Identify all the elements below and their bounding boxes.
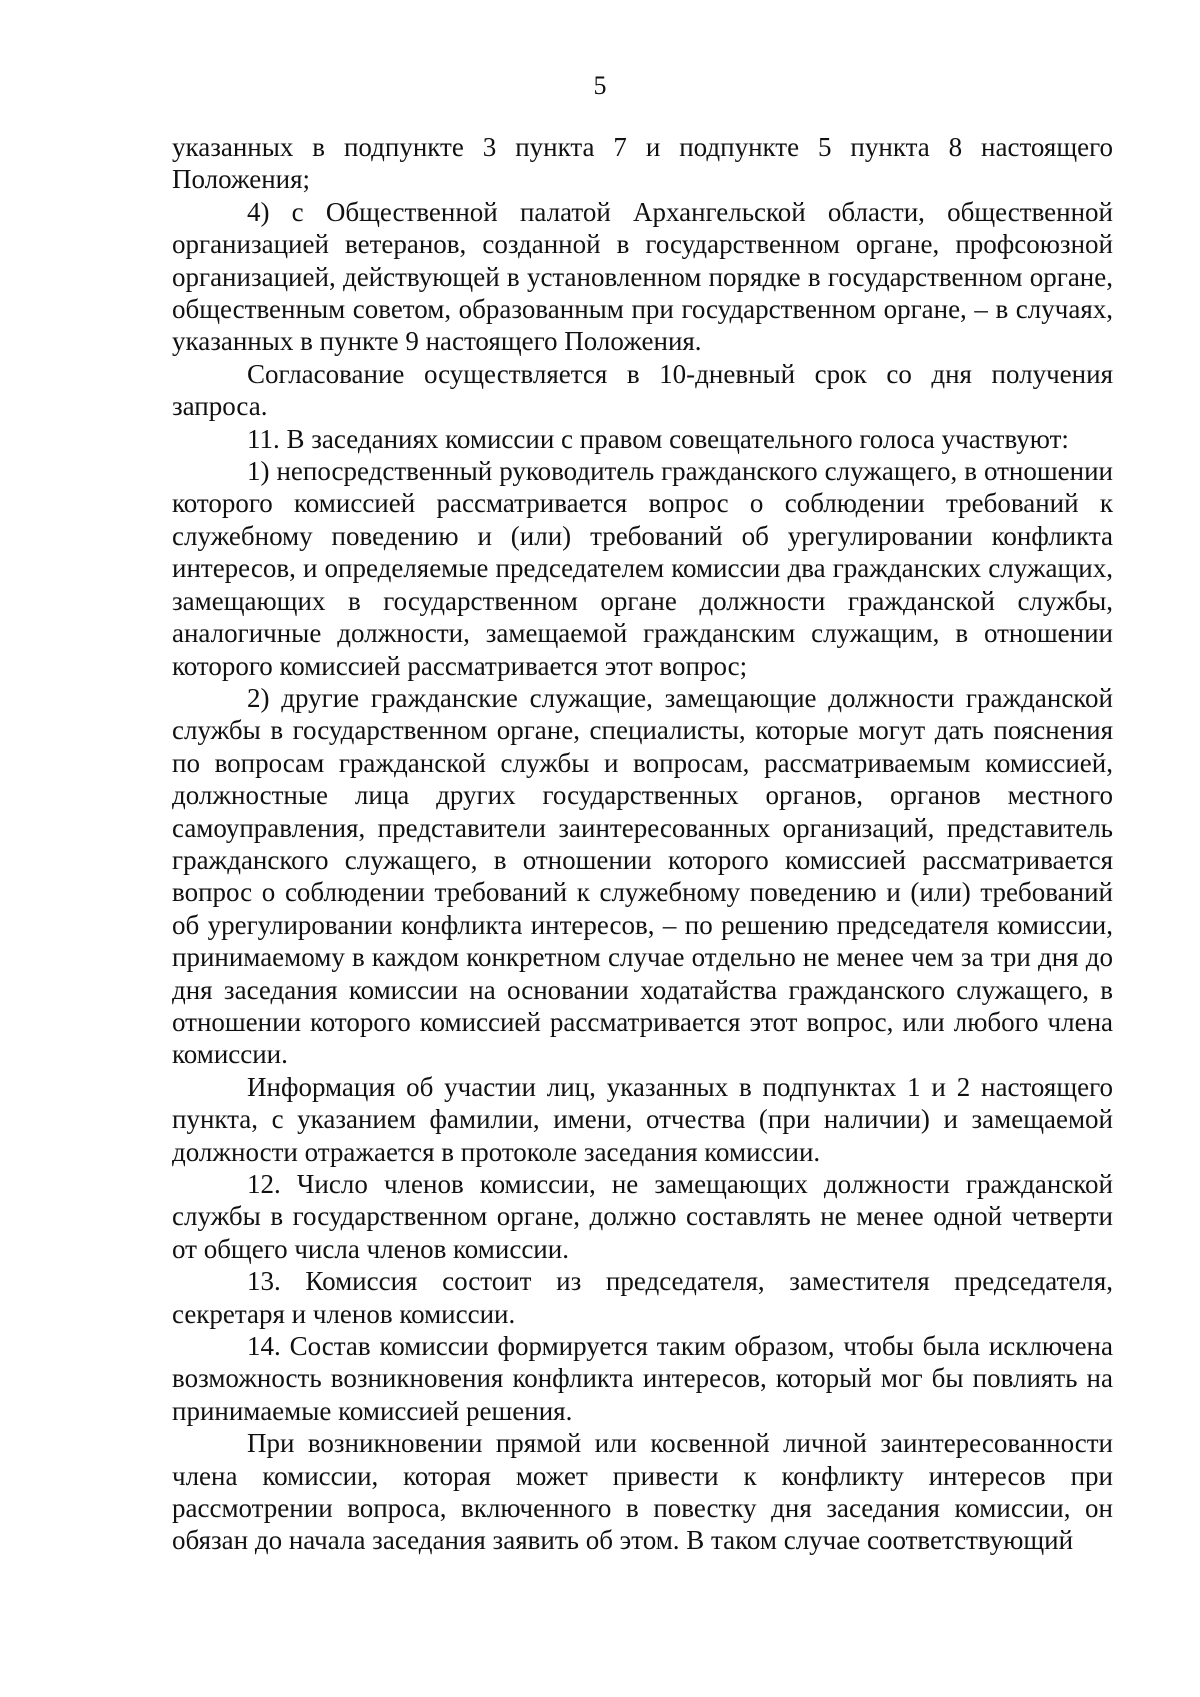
page-number: 5 <box>593 71 607 100</box>
paragraph-subitem-4: 4) с Общественной палатой Архангельской области, общественной организацией ветеранов, созданной в государственном органе, профсоюзной организацией, действующей в установленном порядке в государственном органе, общественным советом, образованным при государственном органе, – в случаях, указанных в пункте 9 настоящего Положения. <box>172 196 1113 357</box>
paragraph-participation-info: Информация об участии лиц, указанных в подпунктах 1 и 2 настоящего пункта, с указанием фамилии, имени, отчества (при наличии) и замещаемой должности отражается в протоколе заседания комиссии. <box>172 1071 1113 1167</box>
paragraph-approval-term: Согласование осуществляется в 10-дневный срок со дня получения запроса. <box>172 358 1113 422</box>
paragraph-subitem-2: 2) другие гражданские служащие, замещающие должности гражданской службы в государственном органе, специалисты, которые могут дать пояснения по вопросам гражданской службы и вопросам, рассматриваемым комиссией, должностные лица других государственных органов, органов местного самоуправления, представители заинтересованных организаций, представитель гражданского служащего, в отношении которого комиссией рассматривается вопрос о соблюдении требований к служебному поведению и (или) требований об урегулировании конфликта интересов, – по решению председателя комиссии, принимаемому в каждом конкретном случае отдельно не менее чем за три дня до дня заседания комиссии на основании ходатайства гражданского служащего, в отношении которого комиссией рассматривается этот вопрос, или любого члена комиссии. <box>172 682 1113 1070</box>
paragraph-subitem-1: 1) непосредственный руководитель гражданского служащего, в отношении которого комиссией рассматривается вопрос о соблюдении требований к служебному поведению и (или) требований об урегулировании конфликта интересов, и определяемые председателем комиссии два гражданских служащих, замещающих в государственном органе должности гражданской службы, аналогичные должности, замещаемой гражданским служащим, в отношении которого комиссией рассматривается этот вопрос; <box>172 456 1113 681</box>
paragraph-item-11: 11. В заседаниях комиссии с правом совещательного голоса участвуют: <box>247 423 1069 454</box>
paragraph-item-13: 13. Комиссия состоит из председателя, заместителя председателя, секретаря и членов комиссии. <box>172 1266 1113 1329</box>
paragraph-continuation: указанных в подпункте 3 пункта 7 и подпункте 5 пункта 8 настоящего Положения; <box>172 132 1113 195</box>
paragraph-item-12: 12. Число членов комиссии, не замещающих должности гражданской службы в государственном органе, должно составлять не менее одной четверти от общего числа членов комиссии. <box>172 1169 1113 1264</box>
paragraph-item-14: 14. Состав комиссии формируется таким образом, чтобы была исключена возможность возникновения конфликта интересов, который мог бы повлиять на принимаемые комиссией решения. <box>172 1331 1113 1426</box>
document-body <box>172 131 1113 1557</box>
paragraph-conflict-of-interest: При возникновении прямой или косвенной личной заинтересованности члена комиссии, которая может привести к конфликту интересов при рассмотрении вопроса, включенного в повестку дня заседания комиссии, он обязан до начала заседания заявить об этом. В таком случае соответствующий <box>172 1428 1113 1556</box>
